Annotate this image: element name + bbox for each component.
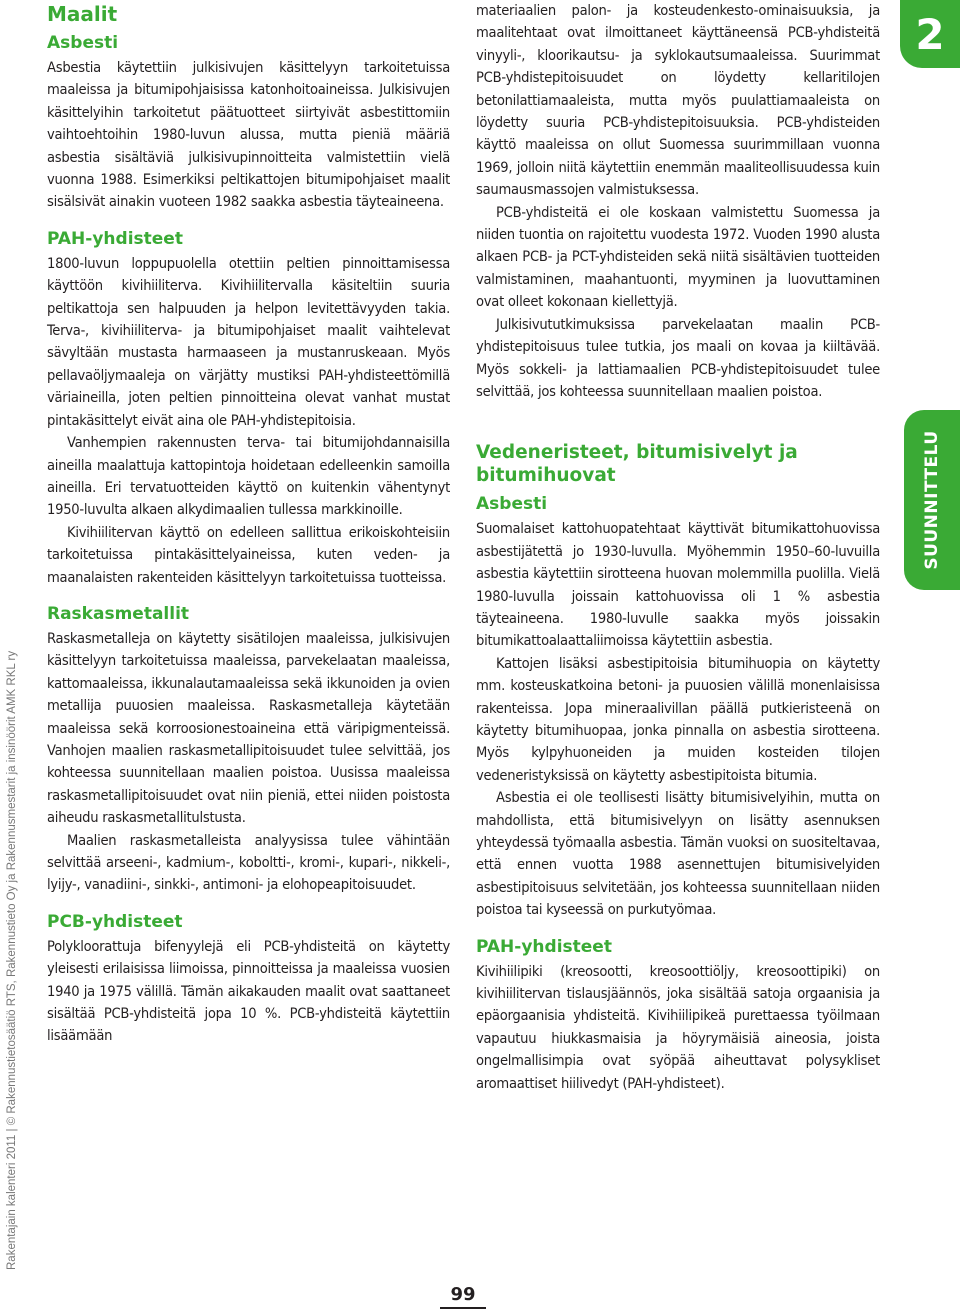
heading-raskasmetallit: Raskasmetallit <box>47 603 190 624</box>
heading-asbesti-right: Asbesti <box>476 494 548 515</box>
paragraph-asbesti-right-2: Kattojen lisäksi asbestipitoisia bitumihuopia on käytetty mm. kosteuskatkoina betoni- ja puuosien välillä monenlaisissa rakenteissa. Jopa mineraalivillan päällä putkieristeenä on käytetty bitumihuopaa, jonka pinnalla on asbestia sirotteena. Myös kylpyhuoneiden ja muiden kosteiden tilojen vedeneristyksissä on käytetty asbestipitoista bitumia. <box>476 654 880 784</box>
chapter-tab <box>900 0 960 68</box>
paragraph-pah-right: Kivihiilipiki (kreosootti, kreosoottiöljy, kreosoottipiki) on kivihiilitervan tislausjäännös, joka sisältää satoja orgaanisia ja epäorgaanisia yhdisteitä. Kivihiilipikeä purettaessa työilmaan vapautuu hiukkasmaisia ja höyrymäisiä aineosia, joista ongelmallisimpia ovat syöpää aiheuttavat polysykliset aromaattiset hiilivedyt (PAH-yhdisteet). <box>476 962 880 1092</box>
paragraph-pcb-3: Julkisivututkimuksissa parvekelaatan maalin PCB-yhdistepitoisuus tulee tutkia, jos maali on kovaa ja kiiltävää. Myös sokkeli- ja lattiamaalien PCB-yhdistepitoisuudet tulee selvittää, jos kohteessa suunnitellaan maalien poistoa. <box>476 315 880 400</box>
sidebar-credit-text: Rakentajain kalenteri 2011 | © Rakennustietosäätiö RTS, Rakennustieto Oy ja Rakennusmestarit ja insinöörit AMK RKL ry <box>6 650 18 1270</box>
paragraph-pcb-continued: materiaalien palon- ja kosteudenkesto-ominaisuuksia, ja maalitehtaat ovat ilmoittaneet käyttäneensä PCB-yhdisteitä vinyyli-, kloorikautsu- ja syklokautsumaaleissa. Suurimmat PCB-yhdistepitoisuudet on löydetty kellaritilojen betonilattiamaaleista, mutta myös puulattiamaaleista on löydetty suuria PCB-yhdistepitoisuuksia. PCB-yhdisteiden käyttö maaleissa on ollut Suomessa suurimmillaan vuonna 1969, jolloin niitä käytettiin enemmän maaliteollisuudessa kuin saumausmassojen valmistuksessa. <box>476 2 880 199</box>
left-column <box>47 0 450 1048</box>
section-title-maalit: Maalit <box>47 2 118 26</box>
paragraph-asbesti-right-3: Asbestia ei ole teollisesti lisätty bitumisivelyihin, mutta on mahdollista, että bitumisivelyyn on lisätty asennuksen yhteydessä työmaalla asbestia. Tämän vuoksi on suositeltavaa, että ennen vuotta 1988 asennettujen bitumisivelyiden asbestipitoisuus selvitetään, jos kohteessa suunnitellaan niiden poistoa tai kyseessä on purkutyömaa. <box>476 789 880 919</box>
heading-pcb: PCB-yhdisteet <box>47 911 183 932</box>
heading-pah-left: PAH-yhdisteet <box>47 228 183 249</box>
section-tab-label: SUUNNITTELU <box>922 430 942 570</box>
paragraph-pah-3: Kivihiilitervan käyttö on edelleen sallittua erikoiskohteisiin tarkoitetuissa pintakäsittelyaineissa, kuten veden- ja maanalaisten rakenteiden käsittelyyn tarkoitetuissa tuotteissa. <box>47 523 450 586</box>
paragraph-raskas-1: Raskasmetalleja on käytetty sisätilojen maaleissa, julkisivujen käsittelyyn tarkoitetuissa maaleissa, parvekelaatan maaleissa, kattomaaleissa, ikkunalautamaaleissa sekä ikkunoiden ja ovien metallija puuosien maaleissa. Raskasmetalleja käytetään maaleissa sekä korroosionestoaineina että väripigmenteissä. Vanhojen maalien raskasmetallipitoisuudet tulee selvittää, jos kohteessa suunnitellaan maalien poistoa. Uusissa maaleissa raskasmetallipitoisuudet ovat niin pieniä, ettei niiden poistosta aiheudu raskasmetallitulstusta. <box>47 629 450 827</box>
right-column <box>476 0 880 1095</box>
chapter-number: 2 <box>915 9 945 59</box>
heading-pah-right: PAH-yhdisteet <box>476 936 612 957</box>
section-title-vedeneristeet: Vedeneristeet, bitumisivelyt ja bitumihuovat <box>476 442 798 487</box>
paragraph-pcb-1: Polykloorattuja bifenyylejä eli PCB-yhdisteitä on käytetty yleisesti erilaisissa liimoissa, pinnoitteissa ja maaleissa vuosien 1940 ja 1975 välillä. Tämän aikakauden maalit ovat saattaneet sisältää PCB-yhdisteitä jopa 10 %. PCB-yhdisteitä käytettiin lisäämään <box>47 937 450 1045</box>
page-number: 99 <box>440 1284 486 1309</box>
paragraph-pah-2: Vanhempien rakennusten terva- tai bitumijohdannaisilla aineilla maalattuja kattopintoja hoidetaan edelleenkin samoilla aineilla. Eri tervatuotteiden käyttö on kuitenkin vähentynyt 1950-luvulta alkaen alkydimaalien tullessa markkinoille. <box>47 434 450 519</box>
sidebar-credit <box>0 0 22 1270</box>
paragraph-asbesti-left: Asbestia käytettiin julkisivujen käsittelyyn tarkoitetuissa maaleissa ja bitumipohjaisissa katonhoitoaineissa. Julkisivujen käsittelyihin tarkoitetut päätuotteet siirtyivät asbestittomiin vaihtoehtoihin 1980-luvun alussa, mutta pieniä määriä asbestia sisältäviä julkisivupinnoitteita valmistettiin vielä vuonna 1988. Esimerkiksi peltikattojen bitumipohjaiset maalit sisälsivät ainakin vuoteen 1982 saakka asbestia täyteaineena. <box>47 59 450 211</box>
section-tab <box>904 410 960 590</box>
heading-asbesti-left: Asbesti <box>47 33 119 53</box>
paragraph-pah-1: 1800-luvun loppupuolella otettiin peltien pinnoittamisessa käyttöön kivihiiliterva. Kivihiilitervalla käsiteltiin suuria peltikattoja sen halpuuden ja helpon levitettävyyden takia. Terva-, kivihiiliterva- ja bitumipohjaiset maalit vaihtelevat sävyltään mustasta harmaaseen ja mustanruskeaan. Myös pellavaöljymaaleja on värjätty mustiksi PAH-yhdisteettömillä väriaineilla, joten peltien pinnoitteina olevat vanhat mustat pintakäsittelyt eivät aina ole PAH-yhdistepitoisia. <box>47 254 450 429</box>
paragraph-raskas-2: Maalien raskasmetalleista analyysissa tulee vähintään selvittää arseeni-, kadmium-, koboltti-, kromi-, kupari-, nikkeli-, lyijy-, vanadiini-, sinkki-, antimoni- ja elohopeapitoisuudet. <box>47 831 450 894</box>
paragraph-asbesti-right-1: Suomalaiset kattohuopatehtaat käyttivät bitumikattohuovissa asbestijätettä jo 1930-luvulla. Myöhemmin 1950–60-luvuilla asbestia käytettiin sirotteena huovan molemmilla puolilla. Vielä 1980-luvulla joissain kattohuovissa oli 1 % asbestia täyteaineena. 1980-luvulle saakka myös joissakin bitumikattoalaattaliimoissa käytettiin asbestia. <box>476 520 880 650</box>
paragraph-pcb-2: PCB-yhdisteitä ei ole koskaan valmistettu Suomessa ja niiden tuontia on rajoitettu vuodesta 1972. Vuoden 1990 alusta alkaen PCB- ja PCT-yhdisteiden sekä niitä sisältävien tuotteiden valmistaminen, maahantuonti, myyminen ja luovuttaminen ovat olleet kokonaan kiellettyjä. <box>476 203 880 311</box>
